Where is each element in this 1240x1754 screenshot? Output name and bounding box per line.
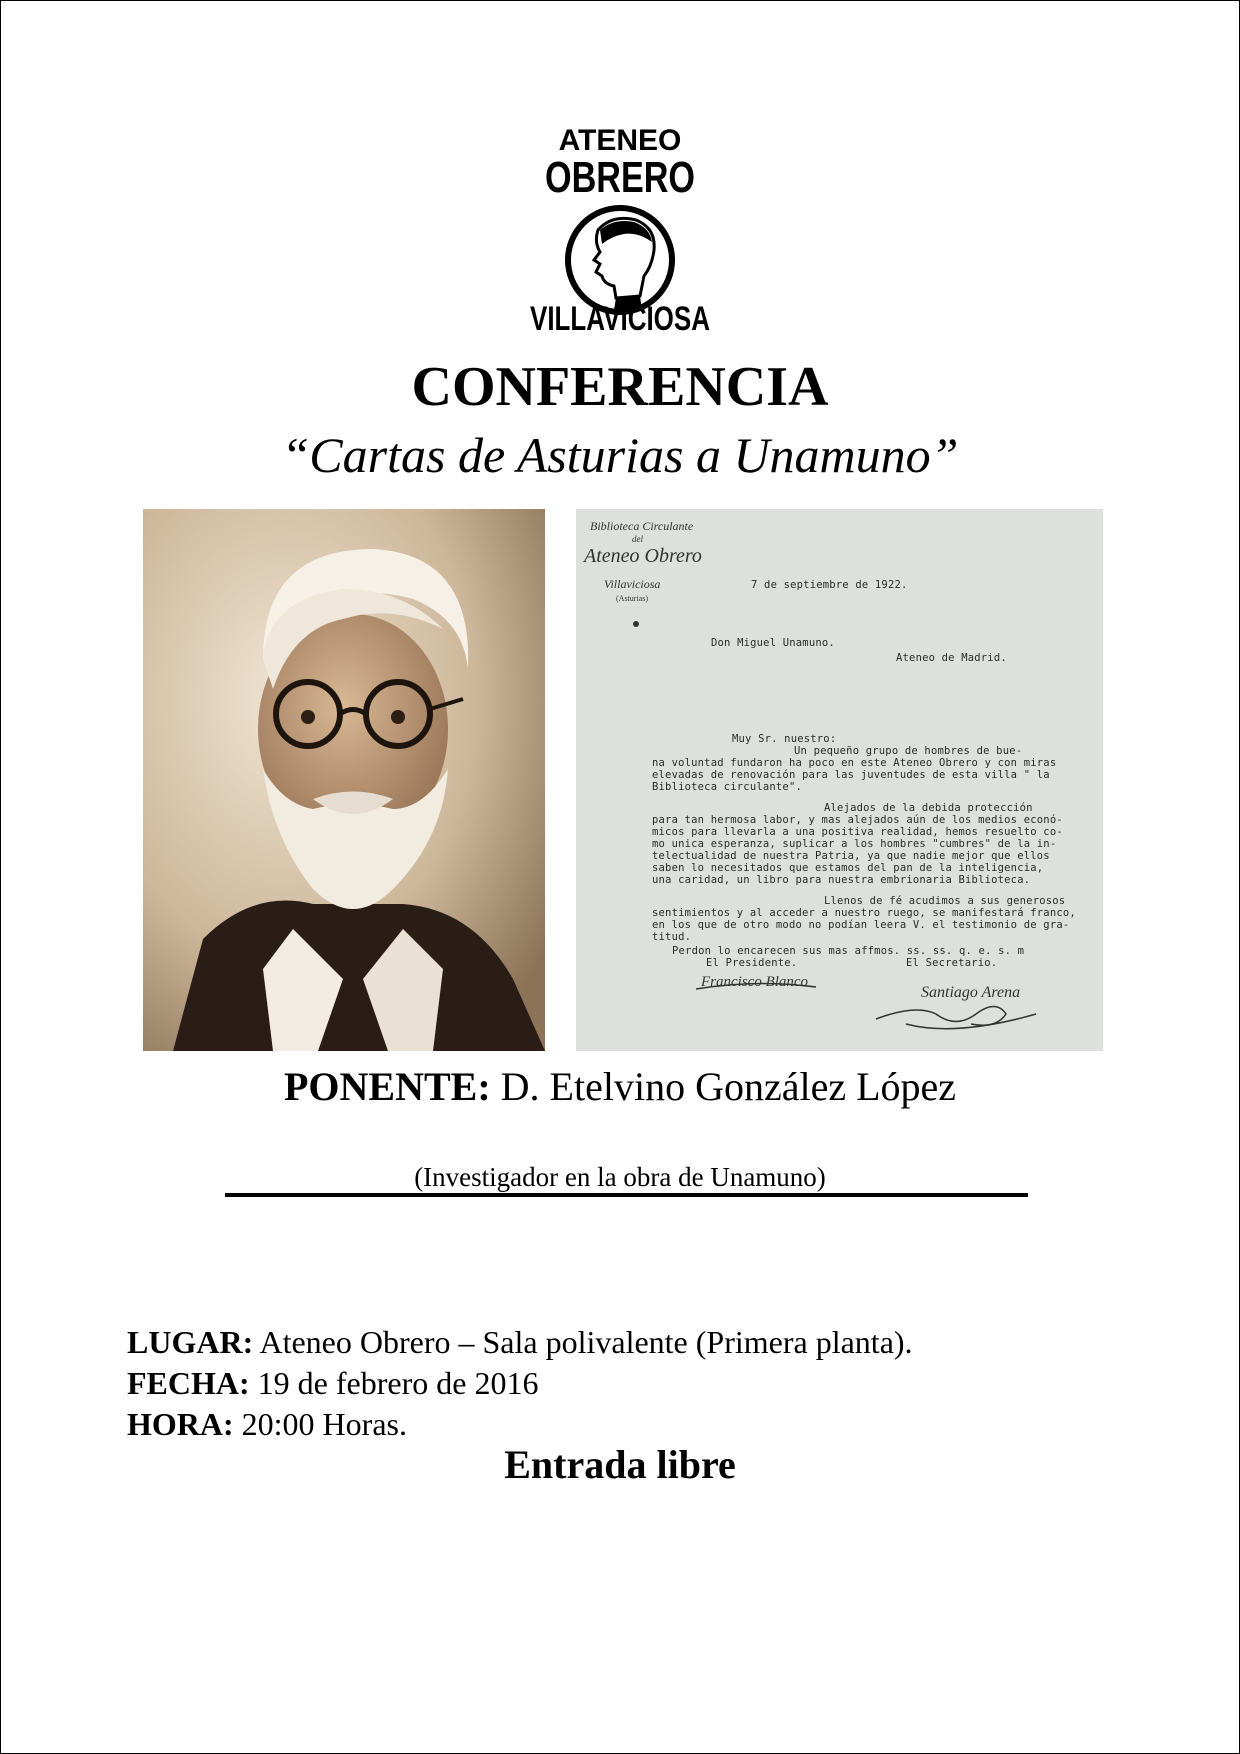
letter-line: Muy Sr. nuestro: <box>732 733 837 745</box>
letter-line: El Presidente. <box>706 957 798 969</box>
place-label: LUGAR: <box>127 1324 254 1360</box>
logo-line2: OBRERO <box>545 153 695 202</box>
letter-header-del: del <box>632 534 643 544</box>
date-label: FECHA: <box>127 1365 250 1401</box>
place-row <box>127 1322 913 1363</box>
time-label: HORA: <box>127 1406 234 1442</box>
letter-header-library: Biblioteca Circulante <box>590 519 694 533</box>
time-value: 20:00 Horas. <box>241 1406 407 1442</box>
speaker-label: PONENTE: <box>283 1064 491 1109</box>
letter-line: Llenos de fé acudimos a sus generosos <box>824 895 1066 907</box>
speaker-line <box>0 1062 1240 1112</box>
letter-line: elevadas de renovación para las juventudes de esta villa " la <box>652 769 1050 781</box>
letter-line: na voluntad fundaron ha poco en este Ateneo Obrero y con miras <box>652 757 1057 769</box>
letter-line: El Secretario. <box>906 957 998 969</box>
letter-line: sentimientos y al acceder a nuestro ruego, se manifestará franco, <box>652 907 1076 919</box>
unamuno-portrait-photo <box>143 509 545 1051</box>
ateneo-obrero-logo <box>520 120 720 338</box>
letter-header-ateneo: Ateneo Obrero <box>584 545 702 567</box>
letter-line: saben lo necesitados que estamos del pan de la inteligencia, <box>652 862 1044 874</box>
letter-header-region: (Asturias) <box>616 594 648 603</box>
letter-line: micos para llevarla a una positiva realidad, hemos resuelto co- <box>652 826 1063 838</box>
letter-line: mo unica esperanza, suplicar a los hombres "cumbres" de la in- <box>652 838 1057 850</box>
letter-signature-flourishes <box>576 509 1103 1051</box>
letter-line: Perdon lo encarecen sus mas affmos. ss. ss. q. e. s. m <box>672 945 1025 957</box>
letter-date: 7 de septiembre de 1922. <box>751 579 908 591</box>
letter-line: titud. <box>652 931 692 943</box>
letter-line: en los que de otro modo no podían leera V. el testimonio de gra- <box>652 919 1070 931</box>
letter-recipient-place: Ateneo de Madrid. <box>896 652 1007 664</box>
logo-line3: VILLAVICIOSA <box>530 300 710 338</box>
letter-recipient: Don Miguel Unamuno. <box>711 637 835 649</box>
letter-line: telectualidad de nuestra Patria, ya que nadie mejor que ellos <box>652 850 1050 862</box>
letter-line: para tan hermosa labor, y mas alejados aún de los medios econó- <box>652 814 1063 826</box>
date-value: 19 de febrero de 2016 <box>257 1365 539 1401</box>
historical-letter-image <box>576 509 1103 1051</box>
speaker-name: D. Etelvino González López <box>500 1064 957 1109</box>
place-value: Ateneo Obrero – Sala polivalente (Primera planta). <box>259 1324 913 1360</box>
letter-header-town: Villaviciosa <box>604 577 661 591</box>
logo-line1: ATENEO <box>558 124 682 157</box>
event-title: CONFERENCIA <box>411 356 829 418</box>
letter-line: Un pequeño grupo de hombres de bue- <box>794 745 1023 757</box>
letter-line: una caridad, un libro para nuestra embrionaria Biblioteca. <box>652 874 1031 886</box>
divider-rule <box>225 1193 1028 1197</box>
free-entry-notice: Entrada libre <box>504 1442 736 1487</box>
speaker-role: (Investigador en la obra de Unamuno) <box>414 1162 826 1192</box>
letter-signature-secretary: Santiago Arena <box>921 984 1021 1001</box>
letter-line: Alejados de la debida protección <box>824 802 1033 814</box>
time-row <box>127 1404 913 1445</box>
event-details <box>127 1322 913 1445</box>
letter-line: Biblioteca circulante". <box>652 781 802 793</box>
logo-graphic <box>520 120 720 338</box>
letter-signature-president: Francisco Blanco <box>701 974 809 990</box>
date-row <box>127 1363 913 1404</box>
event-subtitle: “Cartas de Asturias a Unamuno” <box>281 427 959 483</box>
